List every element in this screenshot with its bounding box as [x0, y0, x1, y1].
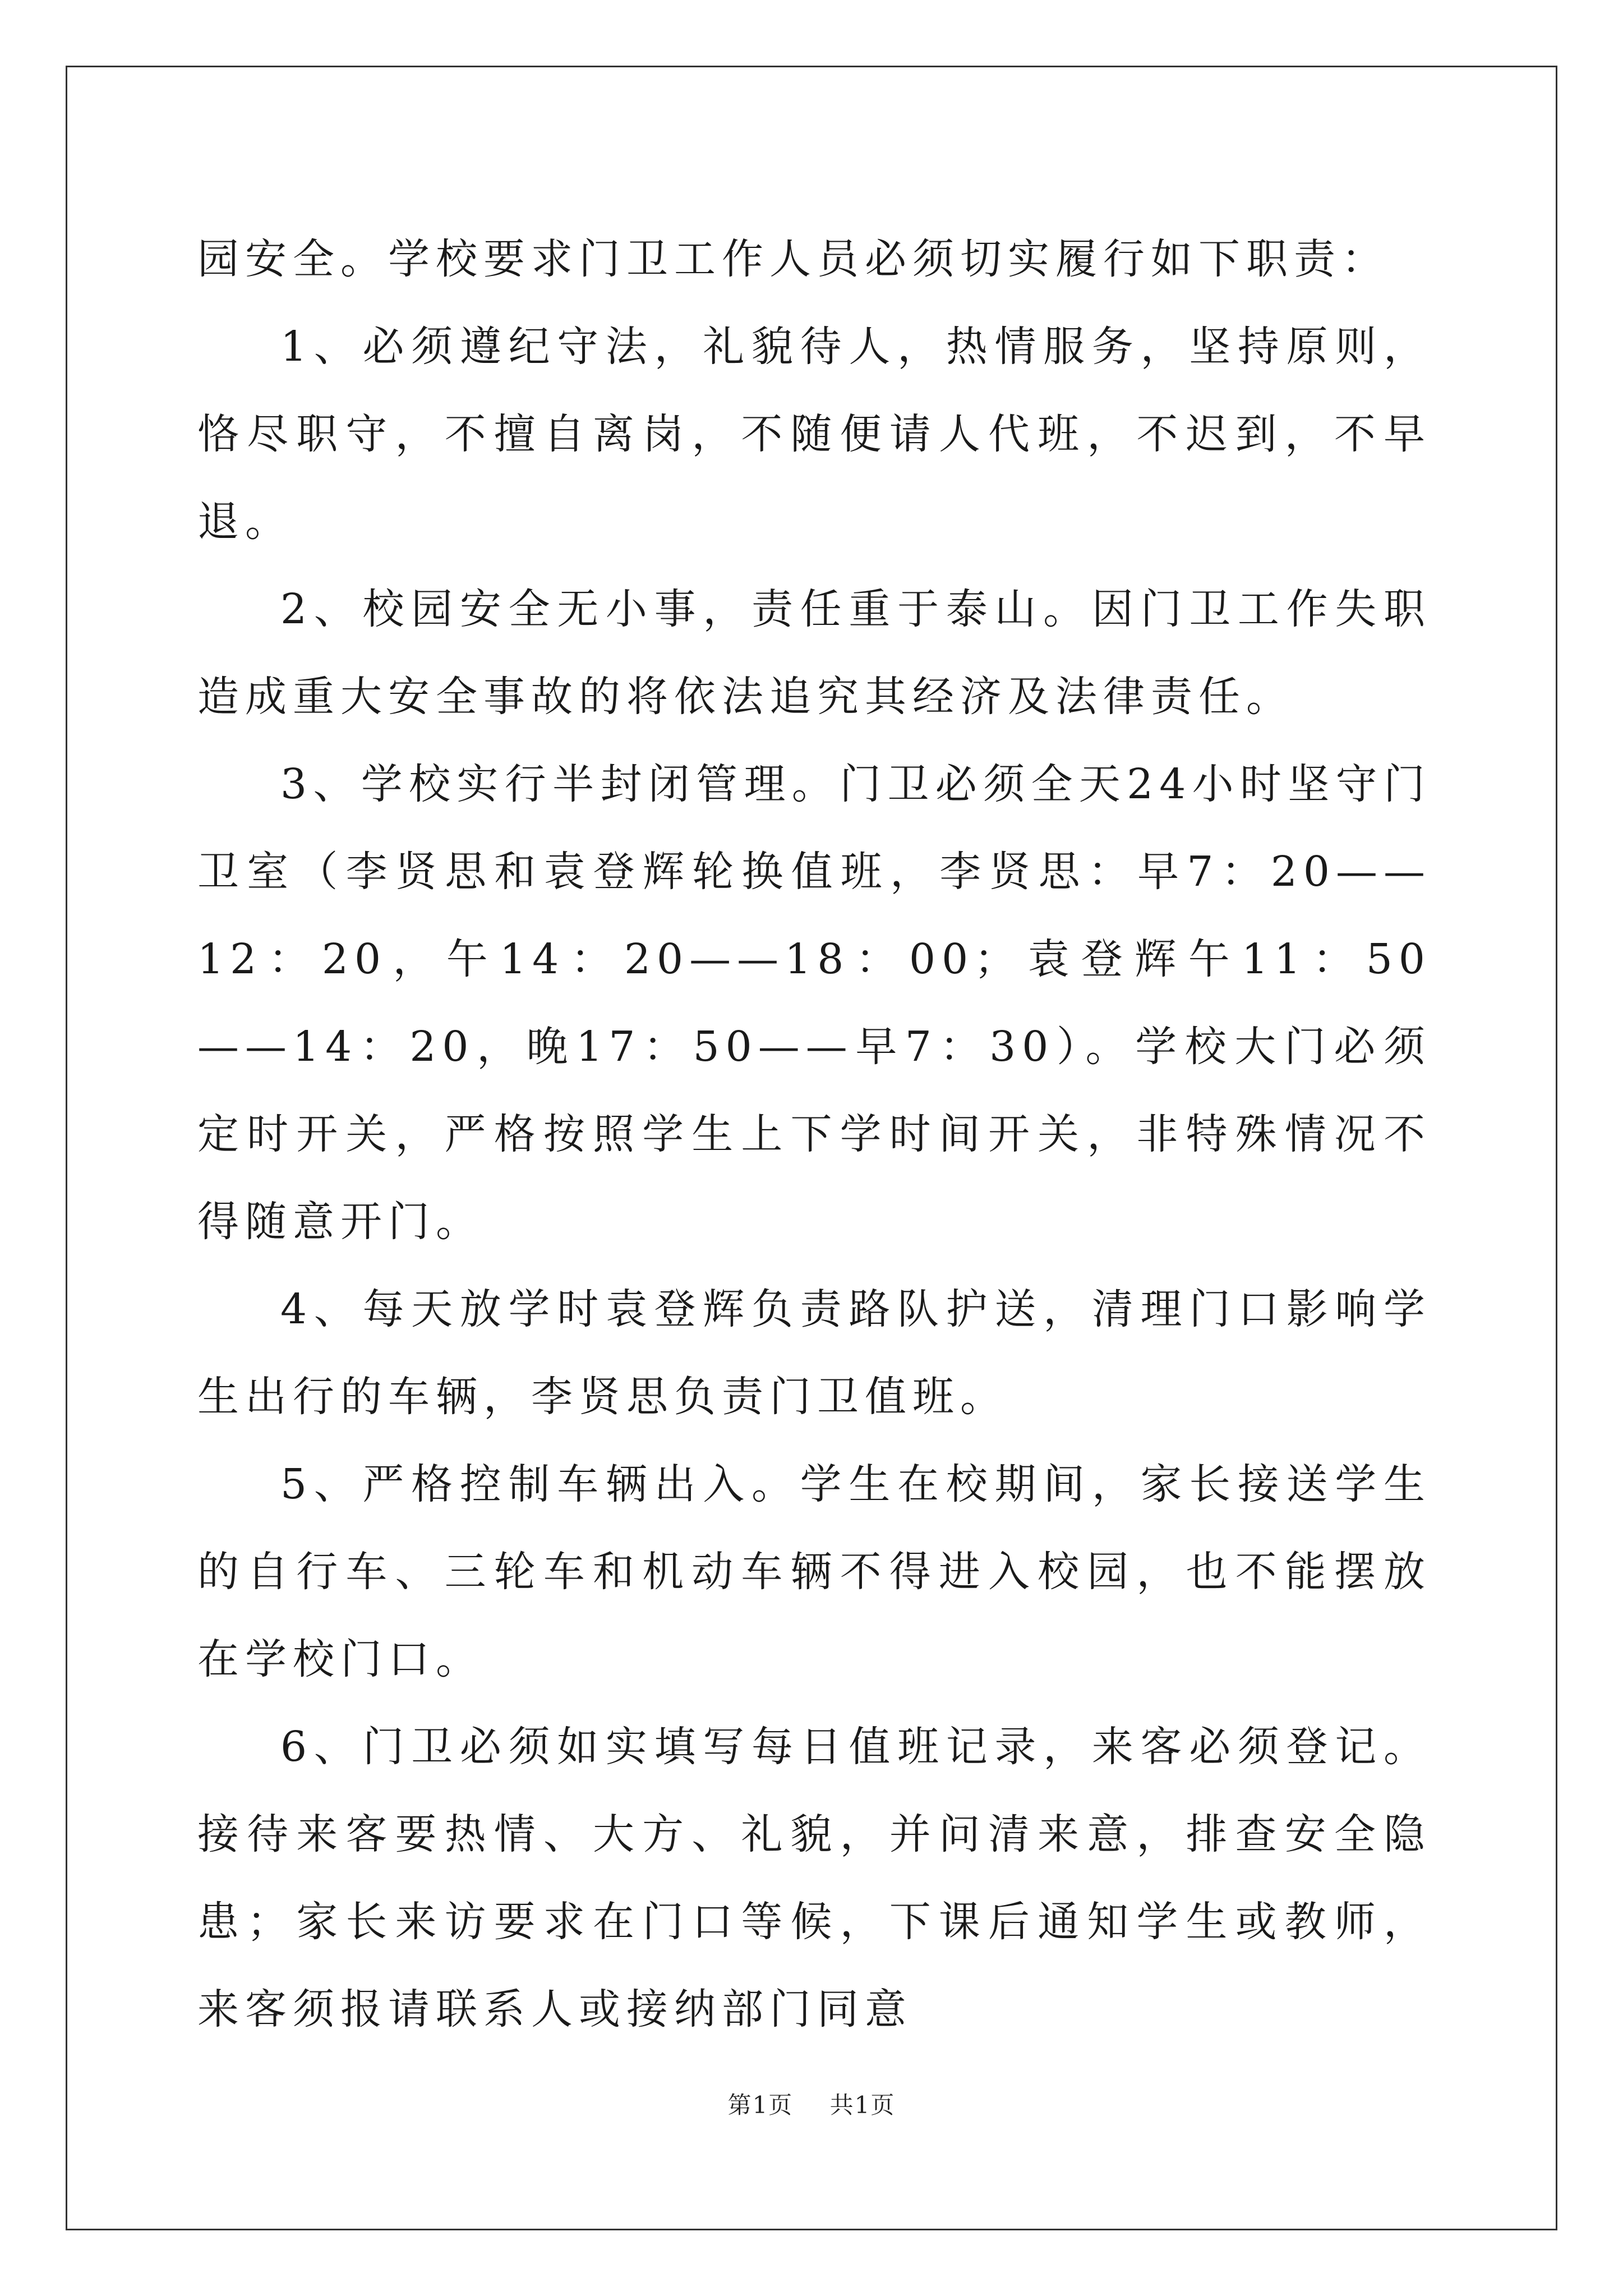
paragraph-item-3: 3、学校实行半封闭管理。门卫必须全天24小时坚守门卫室（李贤思和袁登辉轮换值班，李贤思：早7：20——12：20，午14：20——18：00；袁登辉午11：50——14：20，晚17：50——早7：30）。学校大门必须定时开关，严格按照学生上下学时间开关，非特殊情况不得随意开门。	[197, 760, 1431, 1246]
paragraph-item-1: 1、必须遵纪守法，礼貌待人，热情服务，坚持原则，恪尽职守，不擅自离岗，不随便请人代班，不迟到，不早退。	[197, 323, 1431, 546]
page-footer	[0, 2087, 1623, 2120]
paragraph-item-4: 4、每天放学时袁登辉负责路队护送，清理门口影响学生出行的车辆，李贤思负责门卫值班。	[197, 1285, 1431, 1421]
total-pages: 共1页	[829, 2091, 896, 2119]
paragraph-item-5: 5、严格控制车辆出入。学生在校期间，家长接送学生的自行车、三轮车和机动车辆不得进入校园，也不能摆放在学校门口。	[197, 1460, 1431, 1683]
paragraph-item-6: 6、门卫必须如实填写每日值班记录，来客必须登记。接待来客要热情、大方、礼貌，并问清来意，排查安全隐患；家长来访要求在门口等候，下课后通知学生或教师，来客须报请联系人或接纳部门同意	[197, 1723, 1431, 2033]
document-body	[197, 215, 1431, 2053]
page-number: 第1页	[727, 2091, 794, 2119]
paragraph-item-2: 2、校园安全无小事，责任重于泰山。因门卫工作失职造成重大安全事故的将依法追究其经济及法律责任。	[197, 585, 1431, 721]
paragraph-intro: 园安全。学校要求门卫工作人员必须切实履行如下职责：	[197, 235, 1389, 283]
